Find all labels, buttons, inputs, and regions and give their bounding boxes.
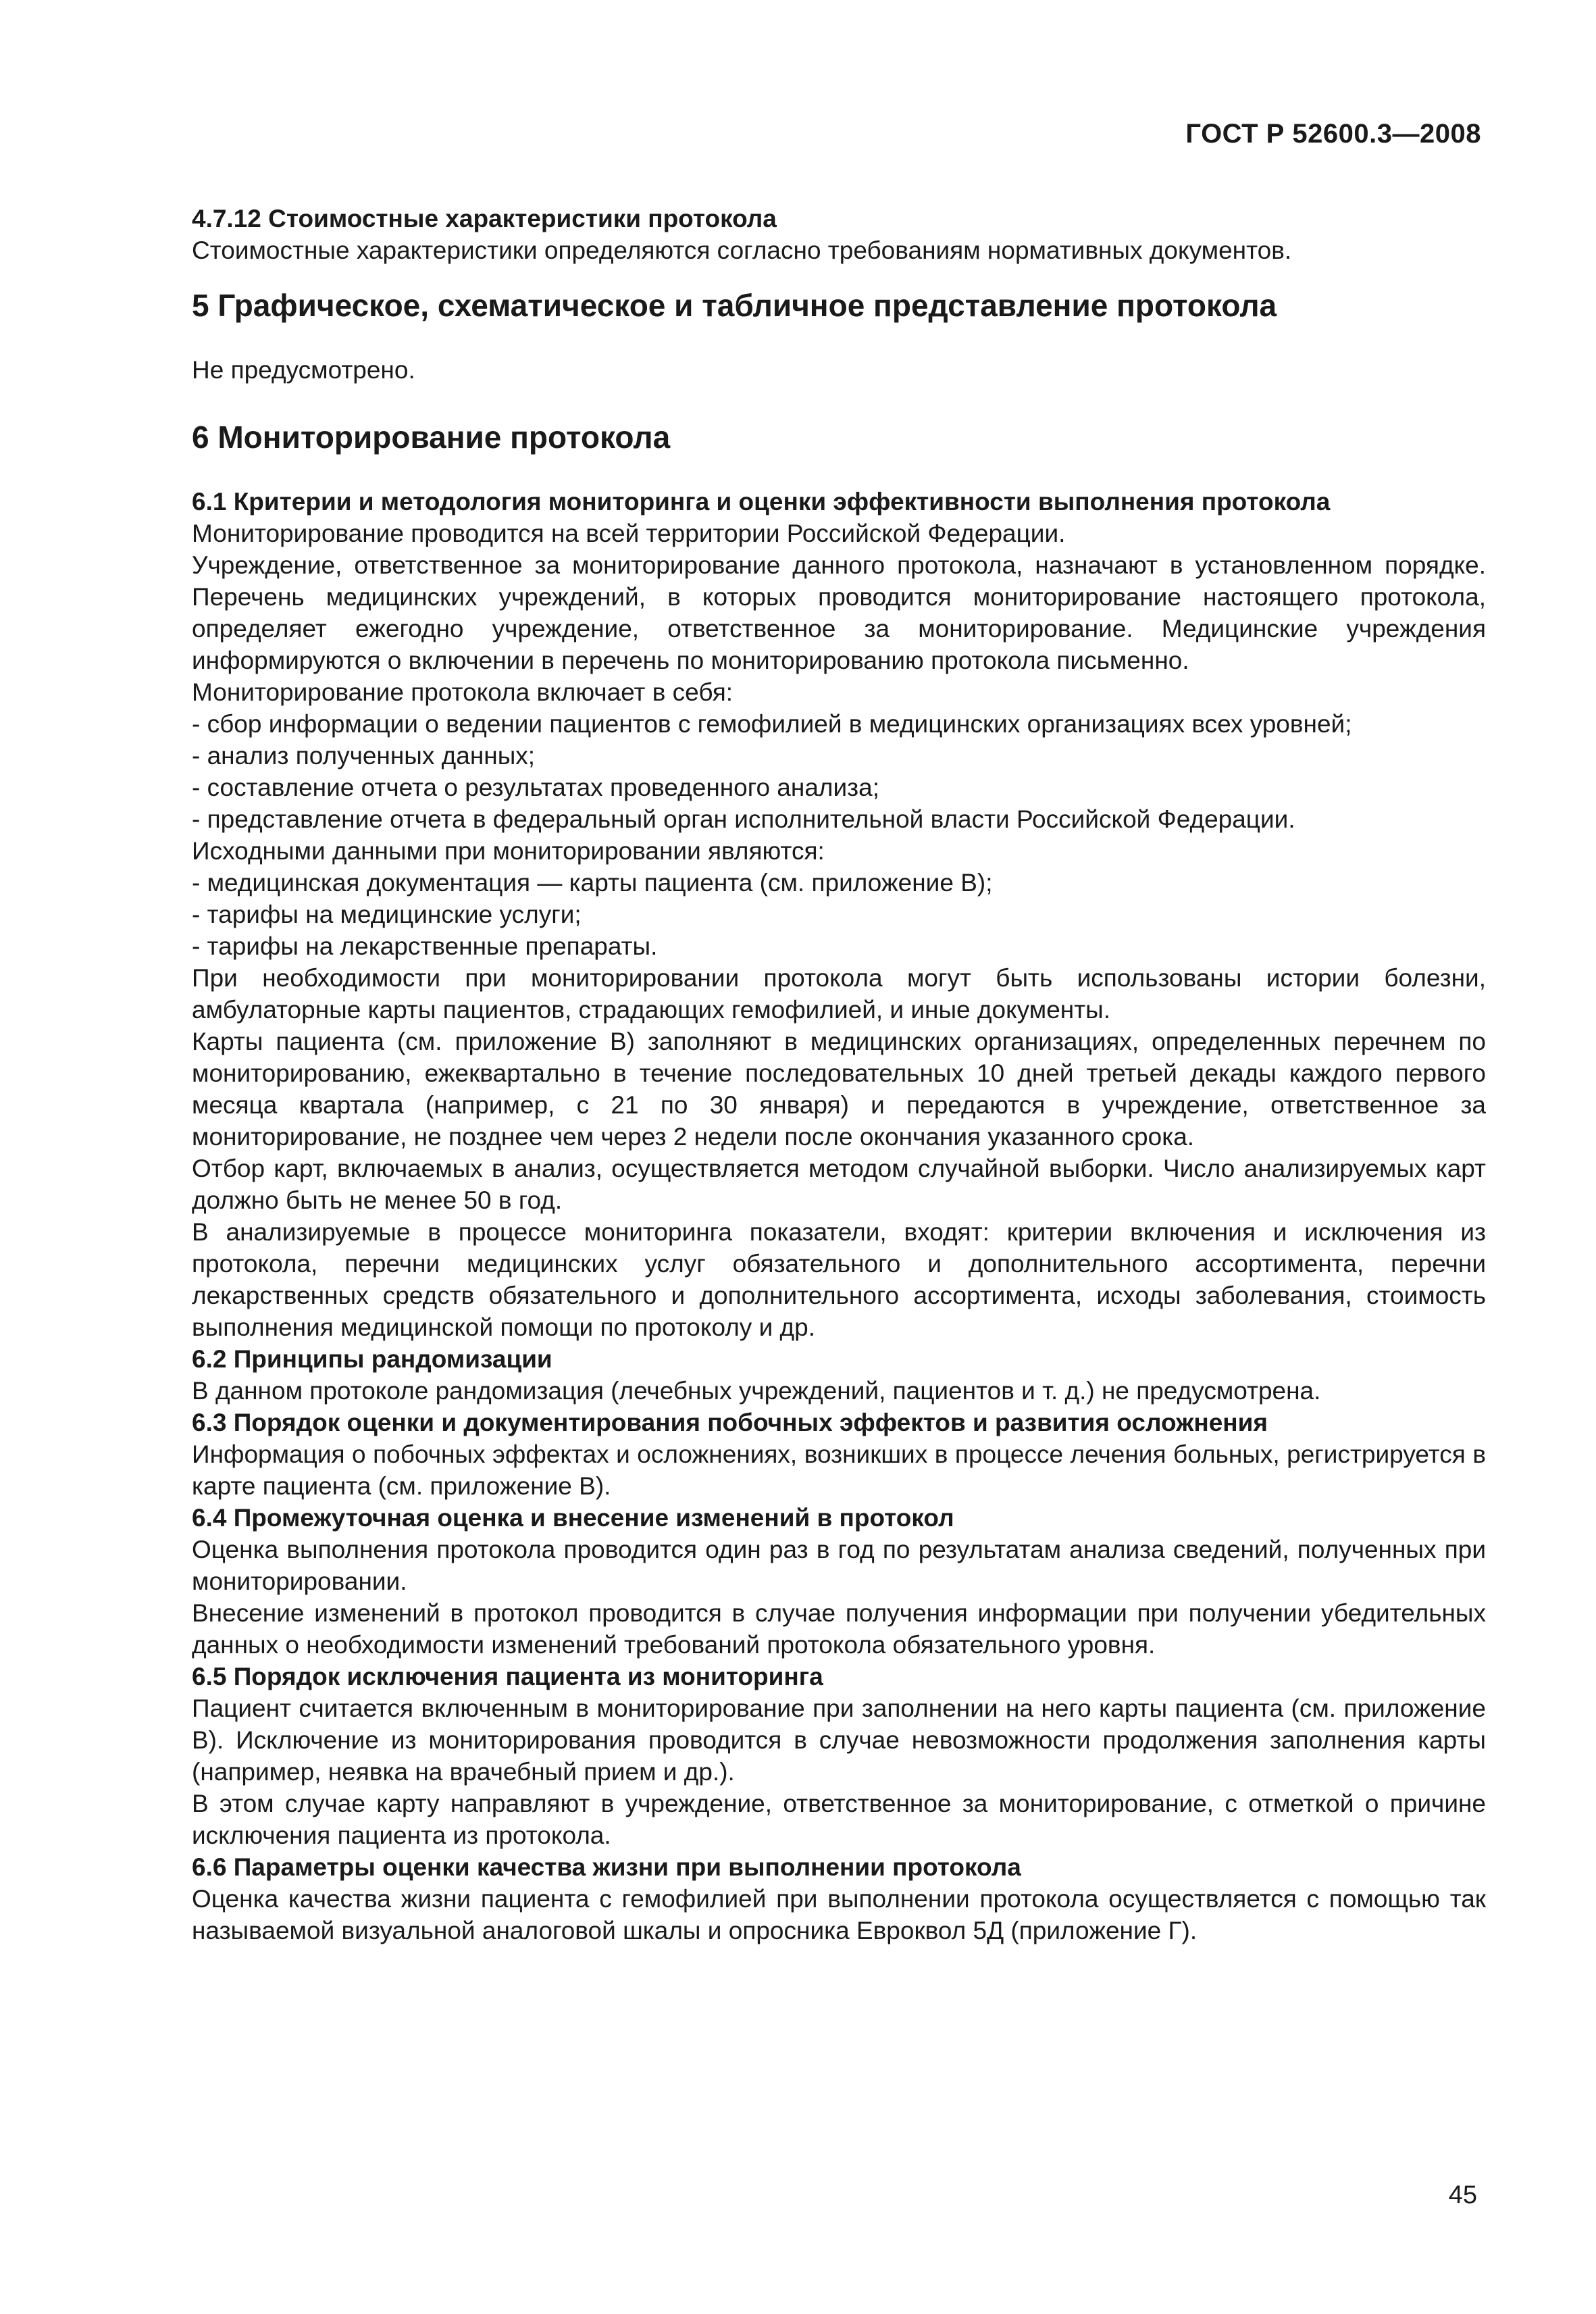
list-item: - составление отчета о результатах проведенного анализа; [192,774,879,801]
paragraph: Мониторирование протокола включает в себя: [192,678,733,706]
subsection-title-4-7-12: 4.7.12 Стоимостные характеристики протокола [192,205,777,232]
list-item: - анализ полученных данных; [192,742,536,770]
section-title-5: 5 Графическое, схематическое и табличное представление протокола [192,288,1277,323]
paragraph: В данном протоколе рандомизация (лечебных учреждений, пациентов и т. д.) не предусмотрена. [192,1377,1321,1405]
subsection-title-6-3: 6.3 Порядок оценки и документирования побочных эффектов и развития осложнения [192,1409,1268,1436]
subsection-title-6-2: 6.2 Принципы рандомизации [192,1345,552,1373]
paragraph: Информация о побочных эффектах и осложнениях, возникших в процессе лечения больных, регистрируется в карте пациента (см. приложение В). [192,1440,1486,1500]
list-item: - медицинская документация — карты пациента (см. приложение В); [192,869,993,897]
page-content [192,203,1486,1946]
paragraph: Мониторирование проводится на всей территории Российской Федерации. [192,520,1066,547]
paragraph: Внесение изменений в протокол проводится в случае получения информации при получении убедительных данных о необходимости изменений требований протокола обязательного уровня. [192,1599,1486,1659]
list-item: - сбор информации о ведении пациентов с гемофилией в медицинских организациях всех уровней; [192,710,1352,738]
subsection-title-6-1: 6.1 Критерии и методология мониторинга и оценки эффективности выполнения протокола [192,488,1331,515]
paragraph: Пациент считается включенным в мониторирование при заполнении на него карты пациента (см. приложение В). Исключение из мониторирования проводится в случае невозможности продолжения заполнения карты (например, неявка на врачебный прием и др.). [192,1694,1486,1786]
paragraph: При необходимости при мониторировании протокола могут быть использованы истории болезни, амбулаторные карты пациентов, страдающих гемофилией, и иные документы. [192,964,1486,1024]
list-item: - тарифы на лекарственные препараты. [192,932,658,960]
paragraph: Не предусмотрено. [192,356,415,384]
paragraph: Отбор карт, включаемых в анализ, осуществляется методом случайной выборки. Число анализируемых карт должно быть не менее 50 в год. [192,1155,1486,1214]
paragraph: Учреждение, ответственное за мониторирование данного протокола, назначают в установленном порядке. Перечень медицинских учреждений, в которых проводится мониторирование настоящего протокола, определяет ежегодно учреждение, ответственное за мониторирование. Медицинские учреждения информируются о включении в перечень по мониторированию протокола письменно. [192,551,1486,674]
paragraph: Оценка качества жизни пациента с гемофилией при выполнении протокола осуществляется с помощью так называемой визуальной аналоговой шкалы и опросника Евроквол 5Д (приложение Г). [192,1885,1486,1944]
paragraph: Стоимостные характеристики определяются согласно требованиям нормативных документов. [192,236,1292,264]
paragraph: В этом случае карту направляют в учреждение, ответственное за мониторирование, с отметкой о причине исключения пациента из протокола. [192,1790,1486,1849]
document-header: ГОСТ Р 52600.3—2008 [1185,119,1481,149]
list-item: - представление отчета в федеральный орган исполнительной власти Российской Федерации. [192,805,1295,833]
paragraph: Исходными данными при мониторировании являются: [192,837,825,865]
subsection-title-6-6: 6.6 Параметры оценки качества жизни при выполнении протокола [192,1853,1021,1881]
paragraph: В анализируемые в процессе мониторинга показатели, входят: критерии включения и исключения из протокола, перечни медицинских услуг обязательного и дополнительного ассортимента, перечни лекарственных средств обязательного и дополнительного ассортимента, исходы заболевания, стоимость выполнения медицинской помощи по протоколу и др. [192,1218,1486,1341]
page-number: 45 [1448,2181,1477,2209]
paragraph: Карты пациента (см. приложение В) заполняют в медицинских организациях, определенных перечнем по мониторированию, ежеквартально в течение последовательных 10 дней третьей декады каждого первого месяца квартала (например, с 21 по 30 января) и передаются в учреждение, ответственное за мониторирование, не позднее чем через 2 недели после окончания указанного срока. [192,1028,1486,1151]
list-item: - тарифы на медицинские услуги; [192,901,582,928]
paragraph: Оценка выполнения протокола проводится один раз в год по результатам анализа сведений, полученных при мониторировании. [192,1536,1486,1595]
section-title-6: 6 Мониторирование протокола [192,420,671,455]
subsection-title-6-5: 6.5 Порядок исключения пациента из мониторинга [192,1663,823,1690]
subsection-title-6-4: 6.4 Промежуточная оценка и внесение изменений в протокол [192,1504,954,1532]
